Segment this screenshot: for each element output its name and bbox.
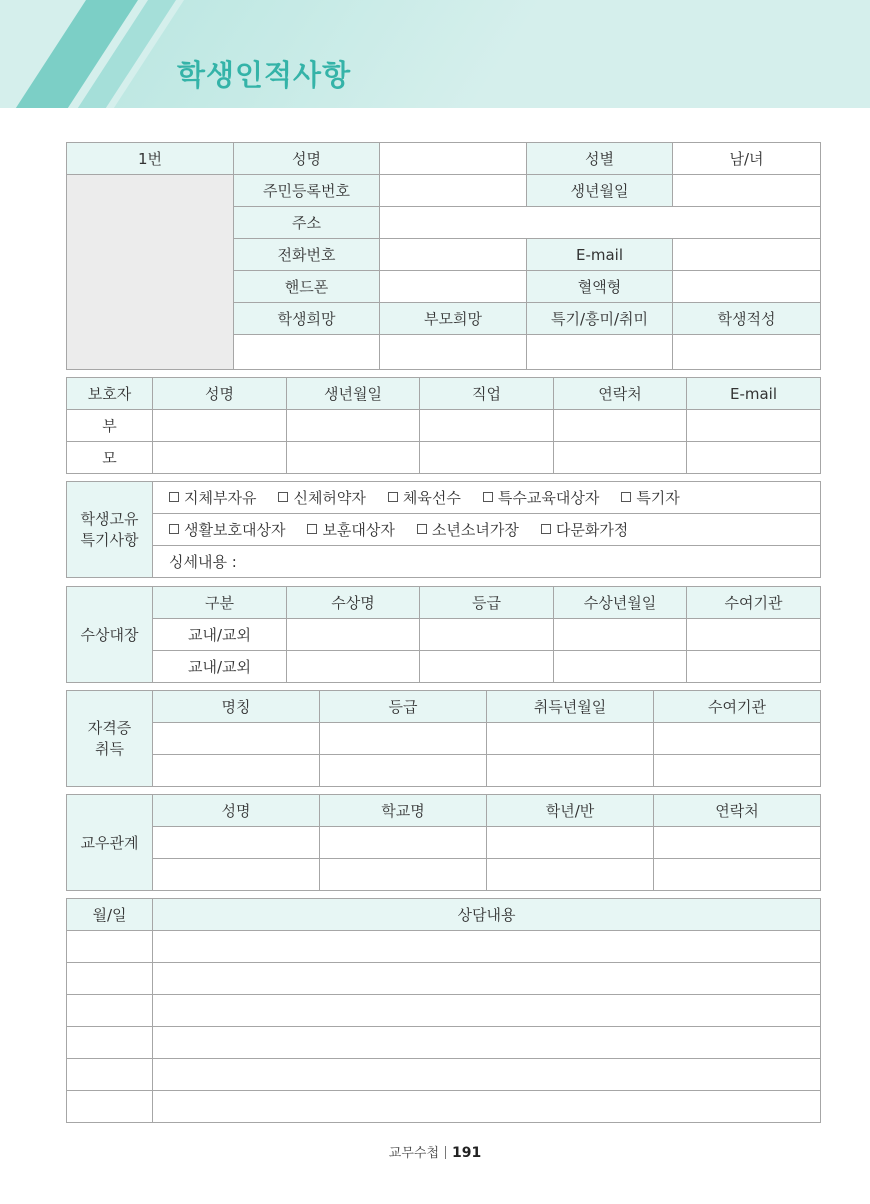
table-cell[interactable] [67, 1091, 153, 1123]
table-cell[interactable] [487, 827, 654, 859]
table-cell[interactable] [554, 410, 687, 442]
mobile-label: 핸드폰 [234, 271, 380, 303]
blood-label: 혈액형 [527, 271, 673, 303]
table-cell[interactable] [153, 963, 821, 995]
gender-label: 성별 [527, 143, 673, 175]
option-athlete[interactable]: 체육선수 [388, 489, 461, 507]
awards-header: 수상년월일 [554, 587, 687, 619]
guardian-header: 성명 [153, 378, 287, 410]
table-cell[interactable] [67, 931, 153, 963]
student-info-table [66, 142, 821, 370]
table-cell[interactable] [654, 755, 821, 787]
option-special-education[interactable]: 특수교육대상자 [483, 489, 599, 507]
friends-header: 학교명 [320, 795, 487, 827]
option-veteran[interactable]: 보훈대상자 [307, 521, 394, 539]
awards-table [66, 586, 821, 683]
photo-area [67, 175, 234, 370]
special-notes-label [67, 482, 153, 578]
table-cell[interactable] [153, 1027, 821, 1059]
table-cell[interactable] [320, 755, 487, 787]
checkbox[interactable] [621, 492, 631, 502]
table-cell[interactable] [420, 442, 554, 474]
table-cell[interactable] [554, 651, 687, 683]
certificates-label-line2: 취득 [95, 739, 124, 758]
table-cell[interactable] [487, 723, 654, 755]
table-cell[interactable] [153, 723, 320, 755]
phone-cell[interactable] [380, 239, 527, 271]
table-cell[interactable] [67, 1027, 153, 1059]
table-cell[interactable] [320, 723, 487, 755]
student-number: 1번 [67, 143, 234, 175]
certificates-header: 취득년월일 [487, 691, 654, 723]
counseling-table [66, 898, 821, 1123]
checkbox[interactable] [169, 524, 179, 534]
table-row [67, 931, 821, 963]
page-number: 191 [452, 1145, 482, 1161]
guardian-header: 보호자 [67, 378, 153, 410]
table-cell[interactable] [153, 827, 320, 859]
name-label: 성명 [234, 143, 380, 175]
friends-header: 성명 [153, 795, 320, 827]
aptitude-label: 학생적성 [673, 303, 821, 335]
table-cell[interactable] [420, 410, 554, 442]
table-cell[interactable] [654, 859, 821, 891]
guardian-mother-label: 모 [67, 442, 153, 474]
friends-header: 연락처 [654, 795, 821, 827]
table-cell[interactable] [487, 859, 654, 891]
table-cell[interactable] [67, 995, 153, 1027]
table-cell[interactable] [687, 651, 821, 683]
email-cell[interactable] [673, 239, 821, 271]
counseling-content-header: 상담내용 [153, 899, 821, 931]
checkbox[interactable] [483, 492, 493, 502]
special-notes-label-line2: 특기사항 [80, 530, 139, 549]
aptitude-cell[interactable] [673, 335, 821, 370]
special-notes-label-line1: 학생고유 [80, 509, 139, 528]
table-row [67, 1091, 821, 1123]
table-row [67, 859, 821, 891]
awards-label: 수상대장 [67, 587, 153, 683]
header-banner [0, 0, 870, 108]
special-label: 특기/흥미/취미 [527, 303, 673, 335]
table-cell[interactable] [153, 410, 287, 442]
option-talent[interactable]: 특기자 [621, 489, 679, 507]
address-cell[interactable] [380, 207, 821, 239]
table-cell[interactable] [153, 442, 287, 474]
table-row [67, 442, 821, 474]
table-row [67, 651, 821, 683]
awards-header: 등급 [420, 587, 554, 619]
guardian-father-label: 부 [67, 410, 153, 442]
friends-label: 교우관계 [67, 795, 153, 891]
rrn-cell[interactable] [380, 175, 527, 207]
table-cell[interactable] [554, 442, 687, 474]
table-cell[interactable] [153, 1059, 821, 1091]
table-cell[interactable] [420, 619, 554, 651]
birth-cell[interactable] [673, 175, 821, 207]
table-cell[interactable] [320, 827, 487, 859]
special-notes-table [66, 481, 821, 578]
checkbox[interactable] [541, 524, 551, 534]
table-cell[interactable] [153, 995, 821, 1027]
table-row [67, 410, 821, 442]
certificates-header: 등급 [320, 691, 487, 723]
certificates-label [67, 691, 153, 787]
table-cell[interactable] [320, 859, 487, 891]
blood-cell[interactable] [673, 271, 821, 303]
checkbox[interactable] [278, 492, 288, 502]
name-cell[interactable] [380, 143, 527, 175]
page-title: 학생인적사항 [177, 58, 352, 92]
table-cell[interactable] [287, 410, 420, 442]
awards-header: 수여기관 [687, 587, 821, 619]
table-cell[interactable] [687, 442, 821, 474]
table-row [67, 963, 821, 995]
option-weak[interactable]: 신체허약자 [278, 489, 365, 507]
checkbox[interactable] [169, 492, 179, 502]
awards-header: 수상명 [287, 587, 420, 619]
footer-divider [445, 1146, 446, 1159]
table-cell[interactable] [654, 723, 821, 755]
table-cell[interactable] [67, 963, 153, 995]
table-row [67, 755, 821, 787]
checkbox[interactable] [417, 524, 427, 534]
table-cell[interactable] [687, 410, 821, 442]
table-row [67, 1027, 821, 1059]
option-multicultural[interactable]: 다문화가정 [541, 521, 628, 539]
footer-book-title: 교무수첩 [388, 1146, 439, 1161]
table-cell[interactable] [153, 755, 320, 787]
table-cell[interactable] [153, 859, 320, 891]
table-cell[interactable] [687, 619, 821, 651]
guardian-header: 생년월일 [287, 378, 420, 410]
page-footer [0, 1142, 870, 1161]
certificates-header: 명칭 [153, 691, 320, 723]
counseling-date-header: 월/일 [67, 899, 153, 931]
special-cell[interactable] [527, 335, 673, 370]
option-disabled[interactable]: 지체부자유 [169, 489, 256, 507]
table-cell[interactable] [67, 1059, 153, 1091]
awards-header: 구분 [153, 587, 287, 619]
option-child-head[interactable]: 소년소녀가장 [417, 521, 519, 539]
guardian-table [66, 377, 821, 474]
guardian-header: E-mail [687, 378, 821, 410]
certificates-header: 수여기관 [654, 691, 821, 723]
table-row [67, 1059, 821, 1091]
gender-cell[interactable]: 남/녀 [673, 143, 821, 175]
friends-table [66, 794, 821, 891]
table-cell[interactable] [287, 619, 420, 651]
table-row [67, 827, 821, 859]
special-options-row2 [153, 514, 821, 546]
table-cell[interactable] [487, 755, 654, 787]
wish-parent-label: 부모희망 [380, 303, 527, 335]
wish-student-label: 학생희망 [234, 303, 380, 335]
table-cell[interactable] [287, 442, 420, 474]
special-options-row1 [153, 482, 821, 514]
checkbox[interactable] [388, 492, 398, 502]
mobile-cell[interactable] [380, 271, 527, 303]
table-row [67, 723, 821, 755]
guardian-header: 직업 [420, 378, 554, 410]
award-scope-cell[interactable]: 교내/교외 [153, 651, 287, 683]
table-cell[interactable] [153, 1091, 821, 1123]
special-detail-field[interactable]: 싱세내용 : [153, 546, 821, 578]
checkbox[interactable] [307, 524, 317, 534]
certificates-label-line1: 자격증 [87, 718, 132, 737]
table-cell[interactable] [554, 619, 687, 651]
table-row [67, 995, 821, 1027]
guardian-header: 연락처 [554, 378, 687, 410]
birth-label: 생년월일 [527, 175, 673, 207]
table-row [67, 619, 821, 651]
wish-student-cell[interactable] [234, 335, 380, 370]
certificates-table [66, 690, 821, 787]
table-cell[interactable] [287, 651, 420, 683]
table-cell[interactable] [153, 931, 821, 963]
table-cell[interactable] [654, 827, 821, 859]
rrn-label: 주민등록번호 [234, 175, 380, 207]
option-welfare[interactable]: 생활보호대상자 [169, 521, 285, 539]
address-label: 주소 [234, 207, 380, 239]
email-label: E-mail [527, 239, 673, 271]
table-cell[interactable] [420, 651, 554, 683]
phone-label: 전화번호 [234, 239, 380, 271]
award-scope-cell[interactable]: 교내/교외 [153, 619, 287, 651]
friends-header: 학년/반 [487, 795, 654, 827]
wish-parent-cell[interactable] [380, 335, 527, 370]
